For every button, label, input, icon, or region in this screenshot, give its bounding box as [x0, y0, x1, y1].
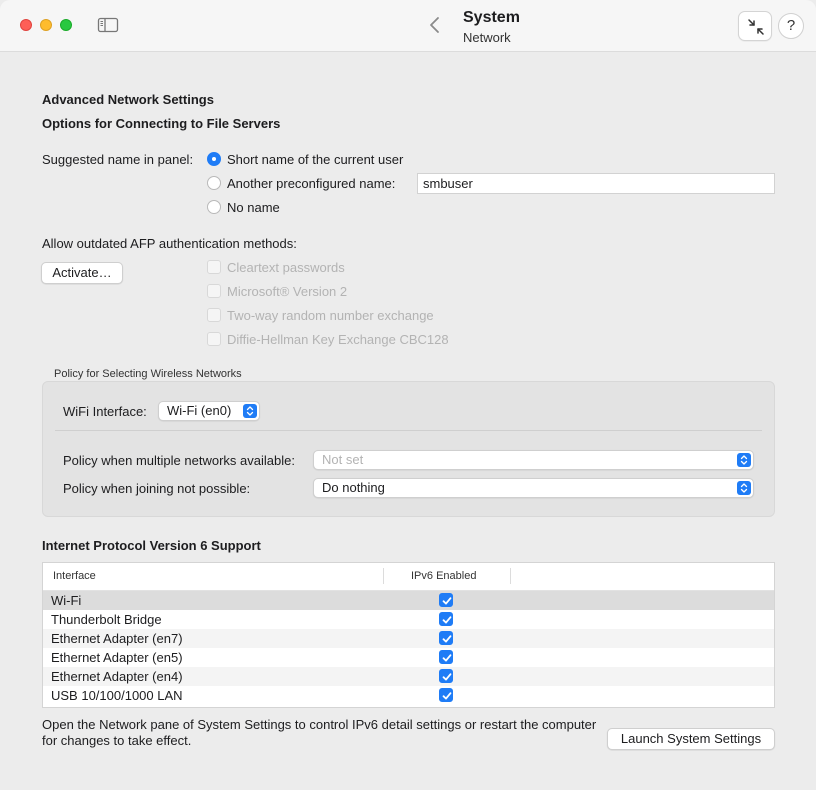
popup-stepper-icon — [243, 404, 257, 418]
help-button[interactable]: ? — [778, 13, 804, 39]
activate-button[interactable]: Activate… — [41, 262, 123, 284]
table-row[interactable] — [43, 686, 774, 705]
ipv6-enabled-checkbox[interactable] — [439, 631, 453, 645]
subsection-title-file-servers: Options for Connecting to File Servers — [42, 116, 281, 131]
checkbox-diffie-hellman-label: Diffie-Hellman Key Exchange CBC128 — [227, 332, 449, 347]
multiple-networks-label: Policy when multiple networks available: — [63, 453, 295, 468]
joining-not-possible-value: Do nothing — [322, 480, 385, 495]
checkbox-cleartext-label: Cleartext passwords — [227, 260, 345, 275]
joining-not-possible-popup[interactable] — [313, 478, 754, 498]
preconfigured-name-input[interactable] — [417, 173, 775, 194]
table-row[interactable] — [43, 610, 774, 629]
titlebar — [0, 0, 816, 52]
column-header-interface[interactable]: Interface — [53, 570, 96, 582]
wifi-interface-label: WiFi Interface: — [63, 404, 147, 419]
wifi-interface-value: Wi-Fi (en0) — [167, 403, 232, 418]
multiple-networks-value: Not set — [322, 452, 364, 467]
multiple-networks-popup[interactable] — [313, 450, 754, 470]
ipv6-enabled-checkbox[interactable] — [439, 669, 453, 683]
launch-system-settings-button[interactable]: Launch System Settings — [607, 728, 775, 750]
table-row[interactable] — [43, 667, 774, 686]
joining-not-possible-label: Policy when joining not possible: — [63, 481, 251, 496]
ipv6-enabled-checkbox[interactable] — [439, 593, 453, 607]
collapse-button[interactable] — [738, 11, 772, 41]
row-interface-name: Ethernet Adapter (en5) — [51, 650, 183, 665]
column-divider[interactable] — [510, 568, 511, 584]
collapse-arrows-icon — [747, 18, 765, 36]
table-row[interactable] — [43, 648, 774, 667]
section-title-ipv6: Internet Protocol Version 6 Support — [42, 538, 261, 553]
checkbox-two-way-label: Two-way random number exchange — [227, 308, 434, 323]
checkbox-microsoft-v2[interactable] — [207, 284, 221, 298]
maximize-window-button[interactable] — [60, 19, 72, 31]
back-chevron-icon[interactable] — [428, 15, 442, 35]
column-divider[interactable] — [383, 568, 384, 584]
window-title: System — [463, 9, 520, 26]
checkbox-microsoft-v2-label: Microsoft® Version 2 — [227, 284, 348, 299]
wifi-interface-popup[interactable] — [158, 401, 260, 421]
ipv6-enabled-checkbox[interactable] — [439, 688, 453, 702]
afp-label: Allow outdated AFP authentication methods: — [42, 236, 297, 251]
row-interface-name: Ethernet Adapter (en4) — [51, 669, 183, 684]
minimize-window-button[interactable] — [40, 19, 52, 31]
popup-stepper-icon — [737, 481, 751, 495]
group-divider — [55, 430, 762, 431]
sidebar-toggle-icon[interactable] — [97, 16, 119, 34]
radio-no-name[interactable] — [207, 200, 221, 214]
wireless-group-label: Policy for Selecting Wireless Networks — [54, 368, 242, 380]
section-title-advanced: Advanced Network Settings — [42, 92, 214, 107]
checkbox-cleartext[interactable] — [207, 260, 221, 274]
radio-preconfigured-name-label[interactable]: Another preconfigured name: — [227, 176, 396, 191]
row-interface-name: Wi-Fi — [51, 593, 82, 608]
close-window-button[interactable] — [20, 19, 32, 31]
popup-stepper-icon — [737, 453, 751, 467]
row-interface-name: USB 10/100/1000 LAN — [51, 688, 183, 703]
radio-no-name-label[interactable]: No name — [227, 200, 280, 215]
ipv6-footnote: Open the Network pane of System Settings to control IPv6 detail settings or restart the computer for changes to take effect. — [42, 717, 597, 748]
suggested-name-label: Suggested name in panel: — [42, 152, 194, 167]
ipv6-enabled-checkbox[interactable] — [439, 612, 453, 626]
radio-preconfigured-name[interactable] — [207, 176, 221, 190]
checkbox-diffie-hellman[interactable] — [207, 332, 221, 346]
ipv6-enabled-checkbox[interactable] — [439, 650, 453, 664]
radio-short-name[interactable] — [207, 152, 221, 166]
window-subtitle: Network — [463, 30, 511, 45]
table-row[interactable] — [43, 591, 774, 610]
radio-short-name-label[interactable]: Short name of the current user — [227, 152, 404, 167]
table-row[interactable] — [43, 629, 774, 648]
row-interface-name: Ethernet Adapter (en7) — [51, 631, 183, 646]
ipv6-table — [42, 562, 775, 708]
checkbox-two-way[interactable] — [207, 308, 221, 322]
row-interface-name: Thunderbolt Bridge — [51, 612, 162, 627]
column-header-ipv6-enabled[interactable]: IPv6 Enabled — [411, 570, 477, 582]
